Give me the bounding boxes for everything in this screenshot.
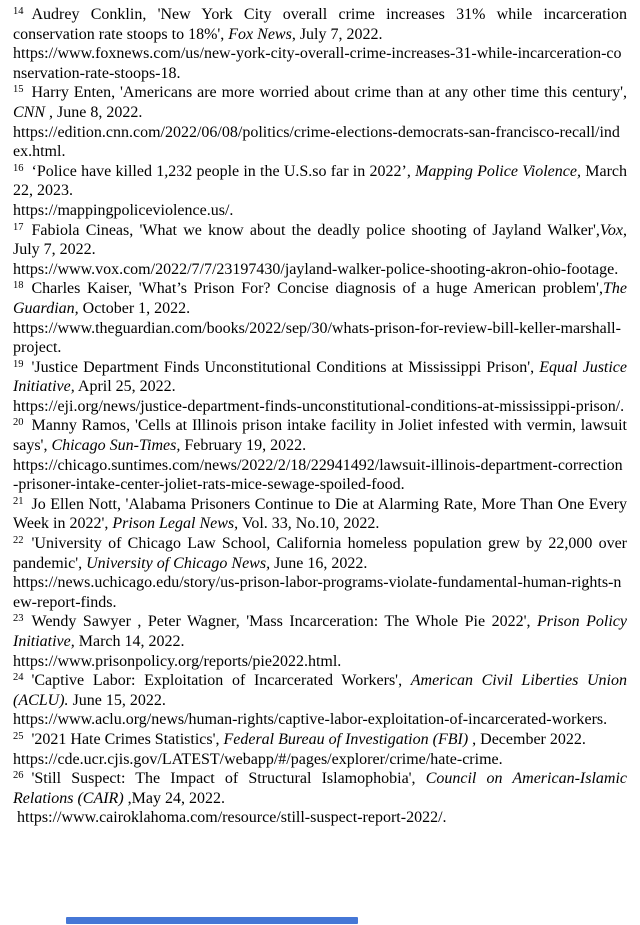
- footnote-body: [13, 222, 627, 259]
- citation-text: February 19, 2022.: [180, 437, 307, 455]
- citation-text: , July 7, 2022.: [291, 25, 383, 43]
- footnote-18: $^{18}$ Charles Kaiser, 'What’s Prison For? Concise diagnosis of a huge American problem',The Guardian, October 1, 2022. https://www.theguardian.com/books/2022/sep/30/whats-prison-for-review-bill-keller-marshall-project.: [13, 280, 627, 357]
- footnote-19: $^{19}$ 'Justice Department Finds Unconstitutional Conditions at Mississippi Prison', Equal Justice Initiative, April 25, 2022. https://eji.org/news/justice-department-finds-unconstitutional-conditions-at-mississippi-prison/.: [13, 358, 628, 415]
- footnote-body: [13, 280, 627, 317]
- citation-text: 'Justice Department Finds Unconstitutional Conditions at Mississippi Prison',: [31, 358, 540, 376]
- citation-text: March 14, 2022.: [74, 633, 185, 650]
- footnote-23: $^{23}$ Wendy Sawyer , Peter Wagner, 'Mass Incarceration: The Whole Pie 2022', Prison Policy Initiative, March 14, 2022. https://www.prisonpolicy.org/reports/pie2022.html.: [13, 613, 628, 670]
- footnote-17: $^{17}$ Fabiola Cineas, 'What we know about the deadly police shooting of Jayland Walker',Vox, July 7, 2022. https://www.vox.com/2022/7/7/23197430/jayland-walker-police-shooting-akron-ohio-footage.: [13, 221, 627, 278]
- citation-text: , July 7, 2022.: [13, 221, 627, 259]
- citation-text: , Vol. 33, No.10, 2022.: [234, 515, 380, 533]
- footnote-15: $^{15}$ Harry Enten, 'Americans are more worried about crime than at any other time this century', CNN , June 8, 2022. https://edition.cnn.com/2022/06/08/politics/crime-elections-democrats-san-francisco-recall/index.html.: [13, 84, 627, 161]
- footnote-body: [13, 6, 627, 43]
- source-name: Fox News: [228, 25, 292, 43]
- source-name: Prison Policy Initiative,: [13, 613, 628, 650]
- footnote-url: https://news.uchicago.edu/story/us-prison-labor-programs-violate-fundamental-human-rights-new-report-finds.: [13, 574, 622, 611]
- footnote-22: $^{22}$ 'University of Chicago Law School, California homeless population grew by 22,000 over pandemic', University of Chicago News, June 16, 2022. https://news.uchicago.edu/story/us-prison-labor-programs-violate-fundamental-human-rights-new-report-finds.: [13, 535, 627, 611]
- footnote-url: https://mappingpoliceviolence.us/.: [13, 201, 234, 219]
- citation-text: 'Still Suspect: The Impact of Structural Islamophobia',: [31, 770, 426, 788]
- footnote-24: $^{24}$ 'Captive Labor: Exploitation of Incarcerated Workers', American Civil Liberties Union (ACLU). June 15, 2022. https://www.aclu.org/news/human-rights/captive-labor-exploitation-of-incarcerated-workers.: [13, 672, 627, 729]
- source-name: Vox: [599, 221, 623, 239]
- citation-text: , December 2022.: [468, 730, 586, 748]
- source-name: The Guardian,: [13, 280, 627, 317]
- citation-text: ‘Police have killed 1,232 people in the U.S.so far in 2022’,: [31, 162, 416, 180]
- citation-text: June 15, 2022.: [68, 691, 166, 709]
- footnote-url: https://www.prisonpolicy.org/reports/pie2022.html.: [13, 652, 342, 670]
- footnote-body: [13, 613, 627, 650]
- footnote-url: https://www.cairoklahoma.com/resource/still-suspect-report-2022/.: [13, 809, 447, 827]
- source-name: Mapping Police Violence,: [415, 162, 581, 180]
- citation-text: Charles Kaiser, 'What’s Prison For? Concise diagnosis of a huge American problem',: [31, 280, 603, 298]
- citation-text: April 25, 2022.: [74, 378, 176, 396]
- citation-text: Jo Ellen Nott, 'Alabama Prisoners Continue to Die at Alarming Rate, More Than One Every Week in 2022',: [13, 495, 627, 533]
- citation-text: ,May 24, 2022.: [123, 789, 225, 807]
- footnote-14: $^{14}$ Audrey Conklin, 'New York City overall crime increases 31% while incarceration conservation rate stoops to 18%', Fox News, July 7, 2022. https://www.foxnews.com/us/new-york-city-overall-crime-increases-31-while-incarceration-conservation-rate-stoops-18.: [13, 6, 627, 82]
- footnote-body: [13, 417, 627, 454]
- footnote-url: https://chicago.suntimes.com/news/2022/2/18/22941492/lawsuit-illinois-department-correction-prisoner-intake-center-joliet-rats-mice-sewage-spoiled-food.: [13, 456, 623, 494]
- footnote-body: [13, 163, 627, 200]
- citation-text: March 22, 2023.: [13, 162, 627, 200]
- footnote-list: [13, 5, 627, 828]
- source-name: University of Chicago News,: [86, 554, 271, 572]
- citation-text: 'Captive Labor: Exploitation of Incarcerated Workers',: [31, 672, 411, 690]
- citation-text: 'University of Chicago Law School, California homeless population grew by 22,000 over pandemic',: [13, 535, 627, 572]
- citation-text: Harry Enten, 'Americans are more worried about crime than at any other time this century',: [31, 84, 627, 102]
- footnote-body: [13, 84, 627, 121]
- footnote-url: https://www.foxnews.com/us/new-york-city-overall-crime-increases-31-while-incarceration-conservation-rate-stoops-18.: [13, 45, 622, 82]
- source-name: Chicago Sun-Times,: [51, 437, 181, 455]
- footnote-20: $^{20}$ Manny Ramos, 'Cells at Illinois prison intake facility in Joliet infested with vermin, lawsuit says', Chicago Sun-Times, February 19, 2022. https://chicago.suntimes.com/news/2022/2/18/22941492/lawsuit-illinois-department-correction-prisoner-intake-center-joliet-rats-mice-sewage-spoiled-food.: [13, 417, 627, 494]
- footnote-url: https://eji.org/news/justice-department-finds-unconstitutional-conditions-at-mississippi-prison/.: [13, 397, 625, 415]
- citation-text: Wendy Sawyer , Peter Wagner, 'Mass Incarceration: The Whole Pie 2022',: [31, 613, 537, 631]
- source-name: Equal Justice Initiative,: [13, 358, 628, 396]
- citation-text: Manny Ramos, 'Cells at Illinois prison intake facility in Joliet infested with vermin, lawsuit says',: [13, 417, 627, 455]
- footnote-url: https://edition.cnn.com/2022/06/08/politics/crime-elections-democrats-san-francisco-recall/index.html.: [13, 123, 620, 161]
- citation-text: June 16, 2022.: [270, 554, 368, 572]
- citation-text: Fabiola Cineas, 'What we know about the deadly police shooting of Jayland Walker',: [31, 221, 600, 239]
- source-name: Federal Bureau of Investigation (FBI): [223, 730, 469, 748]
- footnote-body: [32, 731, 586, 748]
- footnote-url: https://www.theguardian.com/books/2022/sep/30/whats-prison-for-review-bill-keller-marshall-project.: [13, 319, 621, 357]
- footnote-url: https://cde.ucr.cjis.gov/LATEST/webapp/#/pages/explorer/crime/hate-crime.: [13, 750, 503, 768]
- source-name: CNN: [13, 103, 46, 121]
- citation-text: October 1, 2022.: [78, 299, 191, 317]
- footnote-body: [13, 359, 627, 396]
- bottom-blue-bar: [66, 917, 358, 924]
- source-name: Prison Legal News: [112, 515, 235, 533]
- citation-text: , June 8, 2022.: [45, 103, 143, 121]
- footnote-body: [13, 496, 627, 533]
- footnote-21: $^{21}$ Jo Ellen Nott, 'Alabama Prisoners Continue to Die at Alarming Rate, More Than One Every Week in 2022', Prison Legal News, Vol. 33, No.10, 2022.: [13, 495, 627, 533]
- footnote-url: https://www.vox.com/2022/7/7/23197430/jayland-walker-police-shooting-akron-ohio-footage.: [13, 260, 619, 278]
- source-name: Council on American-Islamic Relations (CAIR): [13, 770, 627, 807]
- footnote-body: [13, 535, 627, 572]
- source-name: American Civil Liberties Union (ACLU).: [13, 672, 627, 709]
- footnote-url: https://www.aclu.org/news/human-rights/captive-labor-exploitation-of-incarcerated-workers.: [13, 711, 608, 729]
- footnote-body: [13, 672, 627, 709]
- citation-text: Audrey Conklin, 'New York City overall crime increases 31% while incarceration conservation rate stoops to 18%',: [13, 6, 627, 43]
- footnote-16: $^{16}$ ‘Police have killed 1,232 people in the U.S.so far in 2022’, Mapping Police Violence, March 22, 2023. https://mappingpoliceviolence.us/.: [13, 162, 627, 219]
- footnote-25: $^{25}$ '2021 Hate Crimes Statistics', Federal Bureau of Investigation (FBI) , December 2022. https://cde.ucr.cjis.gov/LATEST/webapp/#/pages/explorer/crime/hate-crime.: [13, 730, 586, 768]
- citation-text: '2021 Hate Crimes Statistics',: [31, 730, 224, 748]
- footnote-26: $^{26}$ 'Still Suspect: The Impact of Structural Islamophobia', Council on American-Islamic Relations (CAIR) ,May 24, 2022. https://www.cairoklahoma.com/resource/still-suspect-report-2022/.: [13, 770, 627, 827]
- footnote-body: [13, 770, 627, 807]
